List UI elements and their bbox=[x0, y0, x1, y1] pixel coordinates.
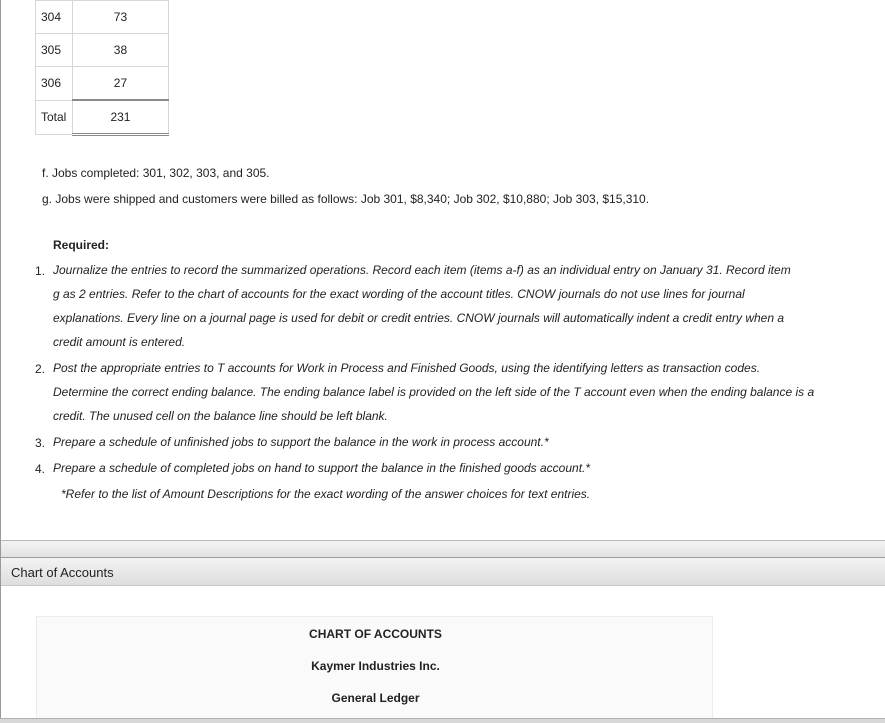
coa-title: CHART OF ACCOUNTS bbox=[309, 627, 442, 641]
chart-of-accounts-panel bbox=[36, 616, 713, 723]
step-number: 4. bbox=[35, 462, 46, 476]
step-line: Determine the correct ending balance. The ending balance label is provided on the left side of the T account even when the ending balance is a bbox=[53, 385, 815, 399]
required-heading: Required: bbox=[53, 238, 110, 252]
item-f-text: f. Jobs completed: 301, 302, 303, and 305. bbox=[42, 166, 270, 180]
total-label-cell: Total bbox=[36, 100, 73, 135]
step-line: Prepare a schedule of unfinished jobs to support the balance in the work in process account.* bbox=[53, 435, 549, 449]
step-number: 3. bbox=[35, 436, 46, 450]
step-text bbox=[53, 356, 823, 428]
step-text bbox=[53, 430, 823, 454]
job-number-cell: 304 bbox=[36, 1, 73, 34]
step-line: explanations. Every line on a journal page is used for debit or credit entries. CNOW journals will automatically indent a credit entry when a bbox=[53, 311, 785, 325]
coa-company: Kaymer Industries Inc. bbox=[311, 659, 440, 673]
required-footnote: *Refer to the list of Amount Descriptions for the exact wording of the answer choices for text entries. bbox=[61, 487, 591, 501]
step-line: credit amount is entered. bbox=[53, 335, 186, 349]
section-divider bbox=[1, 540, 885, 558]
chart-of-accounts-toggle[interactable] bbox=[1, 558, 885, 586]
table-row bbox=[36, 1, 169, 34]
table-row bbox=[36, 67, 169, 101]
job-number-cell: 305 bbox=[36, 34, 73, 67]
step-line: Journalize the entries to record the summarized operations. Record each item (items a-f) as an individual entry on January 31. Record item bbox=[53, 263, 791, 277]
jobs-cost-table bbox=[35, 0, 169, 136]
job-amount-cell: 73 bbox=[72, 1, 168, 34]
step-text bbox=[53, 456, 823, 480]
step-line: credit. The unused cell on the balance line should be left blank. bbox=[53, 409, 388, 423]
step-line: Post the appropriate entries to T accounts for Work in Process and Finished Goods, using the identifying letters as transaction codes. bbox=[53, 361, 761, 375]
coa-ledger: General Ledger bbox=[331, 691, 420, 705]
chart-of-accounts-label: Chart of Accounts bbox=[11, 565, 114, 580]
job-number-cell: 306 bbox=[36, 67, 73, 101]
job-amount-cell: 38 bbox=[72, 34, 168, 67]
total-amount-cell: 231 bbox=[72, 100, 168, 135]
scroll-edge bbox=[0, 718, 885, 723]
table-row bbox=[36, 34, 169, 67]
total-row bbox=[36, 100, 169, 135]
step-number: 2. bbox=[35, 362, 46, 376]
step-number: 1. bbox=[35, 264, 46, 278]
step-text bbox=[53, 258, 823, 354]
job-amount-cell: 27 bbox=[72, 67, 168, 101]
step-line: Prepare a schedule of completed jobs on hand to support the balance in the finished goods account.* bbox=[53, 461, 591, 475]
step-line: g as 2 entries. Refer to the chart of accounts for the exact wording of the account titles. CNOW journals do not use lines for journal bbox=[53, 287, 745, 301]
item-g-text: g. Jobs were shipped and customers were billed as follows: Job 301, $8,340; Job 302, $10,880; Job 303, $15,310. bbox=[42, 192, 650, 206]
